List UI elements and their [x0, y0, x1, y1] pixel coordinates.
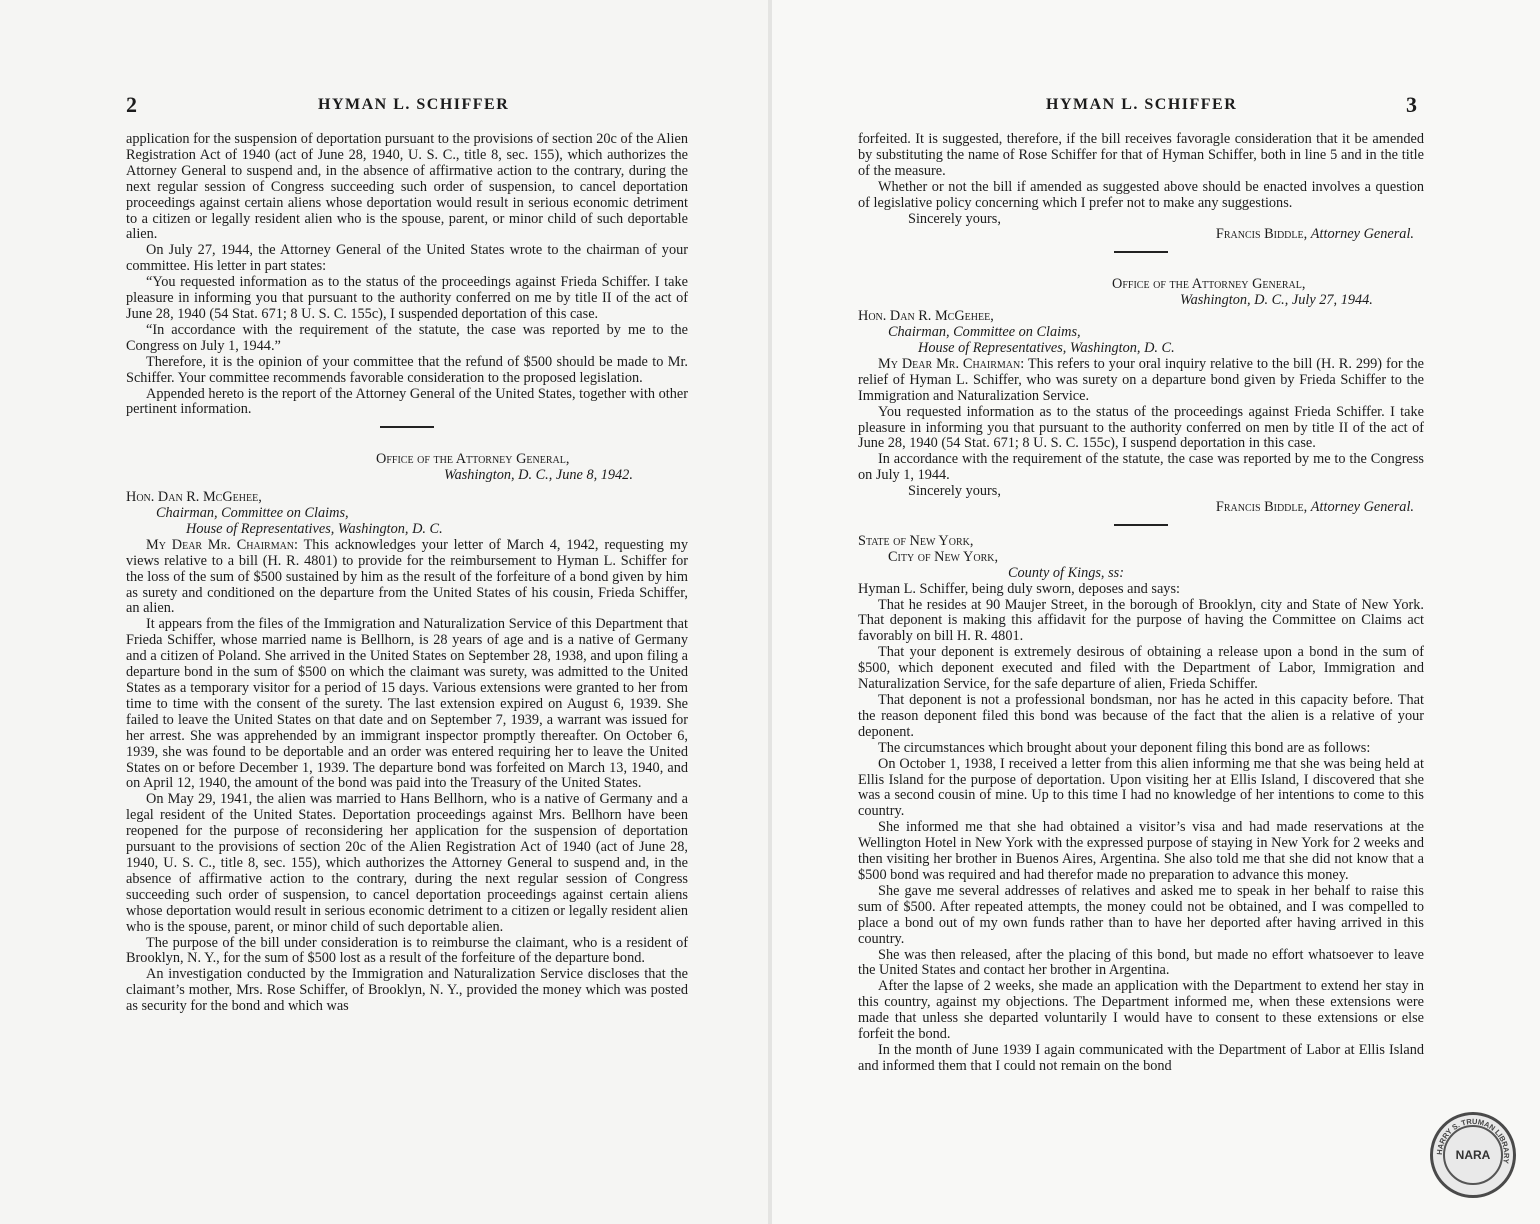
closing: Sincerely yours,	[908, 483, 1001, 500]
paragraph: You requested information as to the status of the proceedings against Frieda Schiffer. I take pleasure in informing you that pursuant to the authority conferred on men by title II of the act of June 28, 1940 (54 Stat. 671; 8 U. S. C. 155c), I suspend deportation in this case.	[858, 403, 1424, 452]
paragraph: Hyman L. Schiffer, being duly sworn, deposes and says:	[858, 580, 1180, 597]
office-heading: Office of the Attorney General,	[376, 451, 570, 468]
left-running-head: HYMAN L. SCHIFFER	[318, 96, 510, 113]
paragraph: forfeited. It is suggested, therefore, if the bill receives favoragle consideration that it be amended by substituting the name of Rose Schiffer for that of Hyman Schiffer, both in line 5 and in the title of the measure.	[858, 131, 1424, 179]
paragraph: That your deponent is extremely desirous of obtaining a release upon a bond in the sum of $500, which deponent executed and filed with the Department of Labor, Immigration and Naturalization Service, for the safe departure of alien, Frieda Schiffer.	[858, 644, 1424, 693]
section-divider	[1114, 524, 1168, 526]
addressee-name: Hon. Dan R. McGehee,	[126, 489, 262, 506]
paragraph: An investigation conducted by the Immigration and Naturalization Service discloses that the claimant’s mother, Mrs. Rose Schiffer, of Brooklyn, N. Y., provided the money which was posted as security for the bond and which was	[126, 966, 688, 1015]
signature	[858, 500, 1424, 516]
paragraph: “In accordance with the requirement of the statute, the case was reported by me to the Congress on July 1, 1944.”	[126, 321, 688, 354]
signature-name: Francis Biddle,	[1215, 226, 1308, 243]
paragraph: “You requested information as to the status of the proceedings against Frieda Schiffer. I take pleasure in informing you that pursuant to the authority conferred on me by title II of the act of June 28, 1940 (54 Stat. 671; 8 U. S. C. 155c), I suspended deportation of this case.	[126, 274, 688, 322]
left-page-number: 2	[126, 92, 137, 117]
signature-title: Attorney General.	[1310, 499, 1414, 516]
paragraph: After the lapse of 2 weeks, she made an application with the Department to extend her stay in this country, against my objections. The Department informed me, when these extensions were made that unless she departed voluntarily I would have to consent to these extensions or else forfeit the bond.	[858, 978, 1424, 1043]
paragraph: In accordance with the requirement of the statute, the case was reported by me to the Congress on July 1, 1944.	[858, 451, 1424, 484]
paragraph: application for the suspension of deportation pursuant to the provisions of section 20c of the Alien Registration Act of 1940 (act of June 28, 1940, U. S. C., title 8, sec. 155), which authorizes the Attorney General to suspend and, in the absence of affirmative action to the contrary, during the next regular session of Congress succeeding such order of suspension, to cancel deportation proceedings against certain aliens whose deportation would result in serious economic detriment to a citizen or legally resident alien who is the spouse, parent, or minor child of such deportable alien.	[126, 131, 688, 243]
signature-name: Francis Biddle,	[1215, 499, 1308, 516]
venue-county: County of Kings, ss:	[1008, 564, 1124, 581]
section-divider	[380, 426, 434, 428]
paragraph: She was then released, after the placing of this bond, but made no effort whatsoever to leave the United States and contact her brother in Argentina.	[858, 946, 1424, 979]
salutation: My Dear Mr. Chairman:	[878, 355, 1025, 372]
stamp-label: NARA	[1443, 1125, 1503, 1185]
office-heading: Office of the Attorney General,	[1112, 276, 1306, 293]
paragraph: On October 1, 1938, I received a letter from this alien informing me that she was being held at Ellis Island for the purpose of deportation. Upon visiting her at Ellis Island, I discovered that she was a second cousin of mine. Up to this time I had no knowledge of her intentions to come to this country.	[858, 755, 1424, 820]
addressee-house: House of Representatives, Washington, D. C.	[918, 339, 1175, 356]
paragraph: This acknowledges your letter of March 4, 1942, requesting my views relative to a bill (H. R. 4801) to provide for the reimbursement to Hyman L. Schiffer for the loss of the sum of $500 sustained by him as the result of the forfeiture of a bond given by him as surety and conditioned on the departure from the United States of his cousin, Frieda Schiffer, an alien.	[126, 536, 688, 617]
addressee-title: Chairman, Committee on Claims,	[156, 505, 349, 522]
library-stamp	[1430, 1112, 1516, 1198]
paragraph: Appended hereto is the report of the Attorney General of the United States, together with other pertinent information.	[126, 385, 688, 418]
right-running-head: HYMAN L. SCHIFFER	[1046, 96, 1238, 113]
signature	[858, 227, 1424, 243]
closing: Sincerely yours,	[908, 210, 1001, 227]
addressee-title: Chairman, Committee on Claims,	[888, 324, 1081, 341]
section-divider	[1114, 251, 1168, 253]
stamp-ring-text: HARRY S. TRUMAN LIBRARY	[1434, 1116, 1512, 1165]
paragraph: She informed me that she had obtained a visitor’s visa and had made reservations at the Wellington Hotel in New York with the expressed purpose of staying in New York for 2 weeks and then visiting her brother in Buenos Aires, Argentina. She also told me that she did not know that a $500 bond was required and had therefor made no preparation to advance this money.	[858, 819, 1424, 883]
paragraph: That he resides at 90 Maujer Street, in the borough of Brooklyn, city and State of New York. That deponent is making this affidavit for the purpose of having the Committee on Claims act favorably on bill H. R. 4801.	[858, 596, 1424, 645]
paragraph: Therefore, it is the opinion of your committee that the refund of $500 should be made to Mr. Schiffer. Your committee recommends favorable consideration to the proposed legislation.	[126, 353, 688, 386]
paragraph: It appears from the files of the Immigration and Naturalization Service of this Department that Frieda Schiffer, whose married name is Bellhorn, is 28 years of age and is a native of Germany and a citizen of Poland. She arrived in the United States on September 28, 1938, and upon filing a departure bond in the sum of $500 on which the claimant was surety, was admitted to the United States as a temporary visitor for a period of 15 days. Various extensions were granted to her from time to time with the consent of the surety. The last extension expired on August 6, 1939. She failed to leave the United States on that date and on September 7, 1939, a warrant was issued for her arrest. She was apprehended by an immigrant inspector promptly thereafter. On October 6, 1939, she was found to be deportable and an order was entered requiring her to leave the United States on or before December 1, 1939. The departure bond was forfeited on March 13, 1940, and on April 12, 1940, the amount of the bond was paid into the Treasury of the United States.	[126, 616, 688, 792]
paragraph: On May 29, 1941, the alien was married to Hans Bellhorn, who is a native of Germany and a legal resident of the United States. Deportation proceedings against Mrs. Bellhorn have been reopened for the purpose of reconsidering her application for the suspension of deportation pursuant to the provisions of section 20c of the Alien Registration Act of 1940 (act of June 28, 1940, U. S. C., title 8, sec. 155), which authorizes the Attorney General to suspend and, in the absence of affirmative action to the contrary, during the next regular session of Congress succeeding such order of suspension, to cancel deportation proceedings against certain aliens whose deportation would result in serious economic detriment to a citizen or legally resident alien who is the spouse, parent, or minor child of such deportable alien.	[126, 791, 688, 935]
paragraph: The purpose of the bill under consideration is to reimburse the claimant, who is a resident of Brooklyn, N. Y., for the sum of $500 lost as a result of the forfeiture of the departure bond.	[126, 934, 688, 967]
right-page-number: 3	[1406, 92, 1417, 117]
salutation: My Dear Mr. Chairman:	[146, 536, 298, 553]
paragraph: That deponent is not a professional bondsman, nor has he acted in this capacity before. That the reason deponent filed this bond was because of the fact that the alien is a relative of your deponent.	[858, 692, 1424, 740]
addressee-house: House of Representatives, Washington, D. C.	[186, 520, 443, 537]
paragraph: Whether or not the bill if amended as suggested above should be enacted involves a question of legislative policy concerning which I prefer not to make any suggestions.	[858, 178, 1424, 211]
venue-state: State of New York,	[858, 532, 974, 549]
letter-date: Washington, D. C., July 27, 1944.	[1180, 292, 1373, 309]
letter-date: Washington, D. C., June 8, 1942.	[444, 467, 633, 484]
venue-city: City of New York,	[888, 548, 999, 565]
paragraph: On July 27, 1944, the Attorney General of the United States wrote to the chairman of your committee. His letter in part states:	[126, 242, 688, 275]
paragraph: She gave me several addresses of relatives and asked me to speak in her behalf to raise this sum of $500. After repeated attempts, the money could not be obtained, and I was compelled to place a bond out of my own funds rather than to have her deported after having arrived in this country.	[858, 882, 1424, 947]
left-text-column	[126, 132, 688, 1015]
right-text-column	[858, 132, 1424, 1075]
addressee-name: Hon. Dan R. McGehee,	[858, 308, 994, 325]
paragraph: This refers to your oral inquiry relative to the bill (H. R. 299) for the relief of Hyman L. Schiffer, who was surety on a departure bond given by Frieda Schiffer to the Immigration and Naturalization Service.	[858, 355, 1424, 404]
signature-title: Attorney General.	[1310, 226, 1414, 243]
paragraph: The circumstances which brought about your deponent filing this bond are as follows:	[878, 739, 1371, 756]
paragraph: In the month of June 1939 I again communicated with the Department of Labor at Ellis Island and informed them that I could not remain on the bond	[858, 1041, 1424, 1074]
